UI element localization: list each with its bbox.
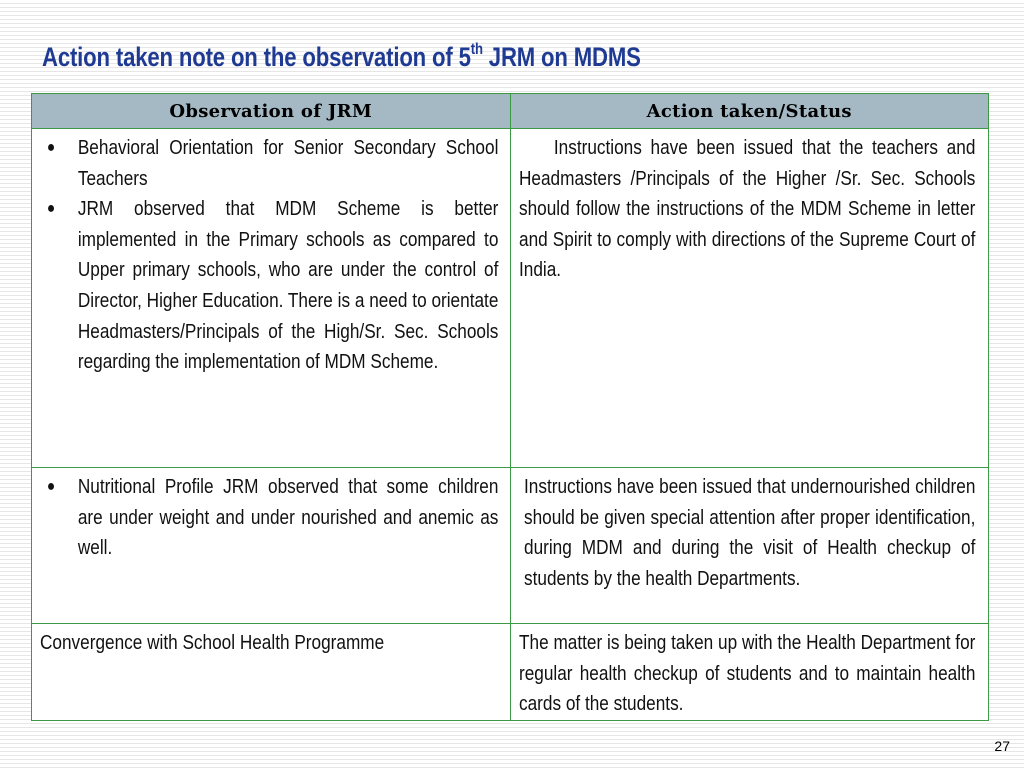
title-tail: JRM on MDMS bbox=[482, 42, 641, 72]
observation-text: Nutritional Profile JRM observed that some children are under weight and under nourished and anemic as well. bbox=[77, 476, 499, 560]
action-text: The matter is being taken up with the Health Department for regular health checkup of students and to maintain health cards of the students. bbox=[518, 632, 975, 716]
table-row bbox=[32, 624, 989, 721]
observation-text: Convergence with School Health Programme bbox=[40, 632, 385, 654]
page-number: 27 bbox=[994, 738, 1010, 754]
action-cell bbox=[510, 468, 989, 624]
table-row bbox=[32, 129, 989, 468]
title-main: Action taken note on the observation of 5 bbox=[42, 42, 471, 72]
observation-text: Behavioral Orientation for Senior Secondary School Teachers bbox=[77, 137, 499, 190]
observation-cell bbox=[32, 624, 511, 721]
observation-text: JRM observed that MDM Scheme is better implemented in the Primary schools as compared to Upper primary schools, who are under the control of Director, Higher Education. There is a need to orientate Headmasters/Principals of the High/Sr. Sec. Schools regarding the implementation of MDM Scheme. bbox=[77, 198, 499, 374]
action-text: Instructions have been issued that undernourished children should be given special attention after proper identification, during MDM and during the visit of Health checkup of students by the health Departments. bbox=[523, 476, 975, 590]
observation-list bbox=[40, 472, 498, 564]
observation-cell bbox=[32, 129, 511, 468]
observation-cell bbox=[32, 468, 511, 624]
bullet-icon: ● bbox=[46, 139, 56, 156]
action-cell bbox=[510, 129, 989, 468]
list-item bbox=[40, 472, 498, 564]
slide-title bbox=[42, 42, 641, 73]
header-action: Action taken/Status bbox=[510, 94, 989, 129]
title-superscript: th bbox=[470, 41, 483, 58]
list-item bbox=[40, 194, 498, 378]
action-cell bbox=[510, 624, 989, 721]
table-row bbox=[32, 468, 989, 624]
table-header-row bbox=[32, 94, 989, 129]
action-text: Instructions have been issued that the teachers and Headmasters /Principals of the Higher /Sr. Sec. Schools should follow the instructions of the MDM Scheme in letter and Spirit to comply with directions of the Supreme Court of India. bbox=[518, 137, 980, 282]
bullet-icon: ● bbox=[46, 478, 56, 495]
observation-list bbox=[40, 133, 498, 378]
list-item bbox=[40, 133, 498, 194]
bullet-icon: ● bbox=[46, 200, 56, 218]
action-taken-table bbox=[31, 93, 989, 721]
header-observation: Observation of JRM bbox=[32, 94, 511, 129]
